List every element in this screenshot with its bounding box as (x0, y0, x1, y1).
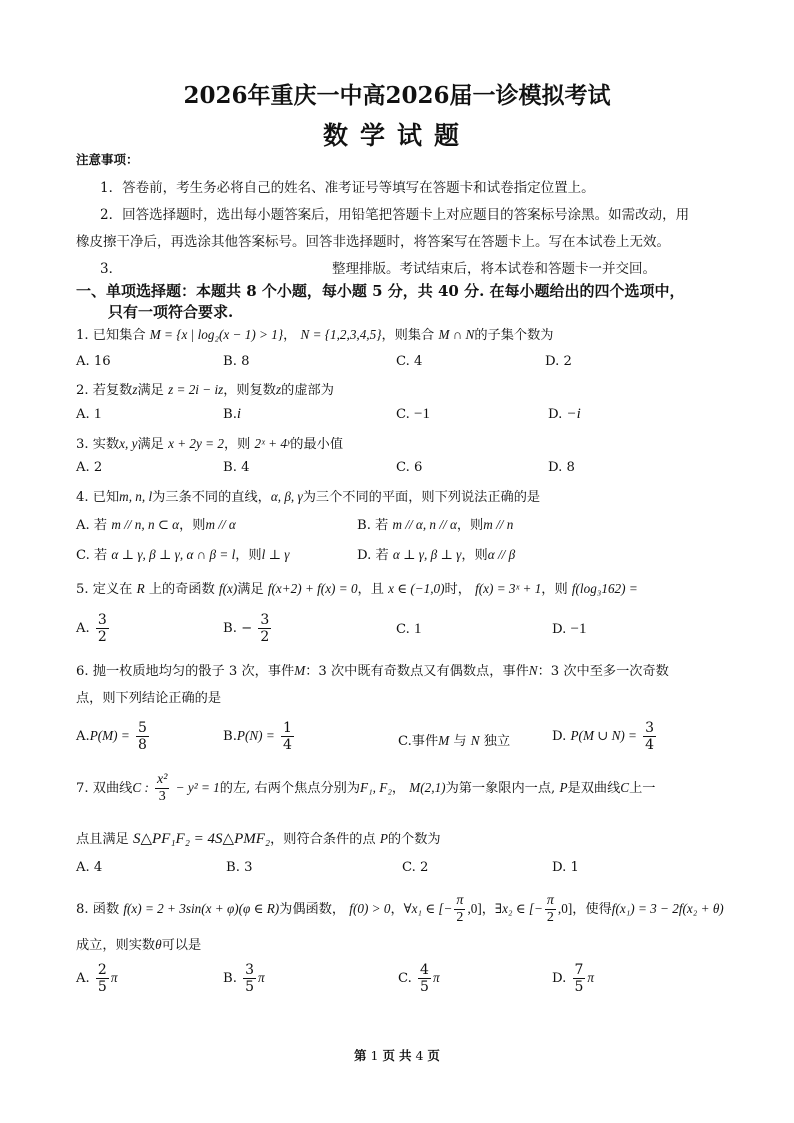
notice-heading: 注意事项： (76, 152, 139, 167)
q5-option-c: C. 1 (396, 621, 422, 637)
q1-option-c: C. 4 (396, 354, 423, 369)
question-4: 4. 已知m, n, l为三条不同的直线，α, β, γ为三个不同的平面，则下列说法正确的是 (76, 489, 541, 505)
set-m: M = {x | log₂(x − 1) > 1} (149, 327, 284, 342)
page-subtitle: 数学试题 (322, 121, 471, 150)
q4-option-a: A. 若 m // n, n ⊂ α，则m // α (76, 517, 236, 533)
q7-option-b: B. 3 (226, 860, 253, 875)
q8-option-d: D. $\frac{7}{5}$ π (552, 962, 595, 995)
question-6-cont: 点，则下列结论正确的是 (76, 691, 222, 706)
q2-option-a: A. 1 (76, 406, 102, 422)
question-8: 8. 函数 f(x) = 2 + 3sin(x + φ)(φ ∈ R)为偶函数， f(0) > 0，∀x₁ ∈ [− $\frac{\pi}{2}$ ,0]，∃x₂ ∈ [− $\frac{\pi}{2}$ ,0]，使得f(x₁) = 3 − 2f(x₂ + θ) (76, 893, 724, 925)
q1-option-a: A. 16 (76, 354, 111, 369)
q4-option-b: B. 若 m // α, n // α，则m // n (357, 517, 514, 533)
question-2: 2. 若复数z满足 z = 2i − iz，则复数z的虚部为 (76, 382, 334, 398)
section-heading: 一、单项选择题：本题共 8 个小题，每小题 5 分，共 40 分. 在每小题给出的四个选项中， (76, 282, 685, 300)
q2-option-d: D. −i (548, 406, 581, 422)
q3-option-c: C. 6 (396, 460, 423, 475)
question-7-cont: 点且满足 S△PF₁F₂ = 4S△PMF₂，则符合条件的点 P的个数为 (76, 831, 441, 847)
q6-option-b: B.P(N) = $\frac{1}{4}$ (223, 720, 292, 753)
q1-option-b: B. 8 (223, 354, 250, 369)
notice-item-3-num: 3． (100, 261, 123, 277)
notice-item-2-cont: 橡皮擦干净后，再选涂其他答案标号。回答非选择题时，将答案写在答题卡上。写在本试卷上无效。 (76, 234, 670, 250)
q5-option-d: D. −1 (552, 621, 587, 637)
page-title: 2026年重庆一中高2026届一诊模拟考试 (183, 82, 611, 109)
notice-item-2: 2．回答选择题时，选出每小题答案后，用铅笔把答题卡上对应题目的答案标号涂黑。如需改动，用 (100, 207, 690, 223)
q3-option-a: A. 2 (76, 460, 103, 475)
q7-option-c: C. 2 (402, 860, 429, 875)
q7-option-a: A. 4 (76, 860, 103, 875)
q5-option-a: A. $\frac{3}{2}$ (76, 612, 107, 645)
question-8-cont: 成立，则实数θ可以是 (76, 937, 202, 953)
page-total: 4 (415, 1048, 424, 1063)
q8-option-a: A. $\frac{2}{5}$ π (76, 962, 118, 995)
q4-option-c: C. 若 α ⊥ γ, β ⊥ γ, α ∩ β = l，则l ⊥ γ (76, 547, 290, 563)
q4-option-d: D. 若 α ⊥ γ, β ⊥ γ，则α // β (357, 547, 516, 563)
question-7: 7. 双曲线C : $\frac{\text{x²}}{3}$ − y² = 1的左, 右两个焦点分别为F₁, F₂， M(2,1)为第一象限内一点, P是双曲线C上一 (76, 772, 656, 804)
notice-item-3: 整理排版。考试结束后，将本试卷和答题卡一并交回。 (332, 261, 656, 277)
q3-option-d: D. 8 (548, 460, 575, 475)
q6-option-d: D. P(M ∪ N) = $\frac{3}{4}$ (552, 720, 655, 753)
set-n: N = {1,2,3,4,5} (300, 327, 382, 342)
page-number: 1 (370, 1048, 379, 1063)
q8-option-c: C. $\frac{4}{5}$ π (398, 962, 440, 995)
question-1: 1. 已知集合 M = {x | log₂(x − 1) > 1}， N = {1,2,3,4,5}，则集合 M ∩ N的子集个数为 (76, 327, 554, 343)
q6-option-c: C.事件M 与 N 独立 (398, 733, 511, 749)
q2-option-b: B.i (223, 406, 242, 422)
page-footer: 第 1 页 共 4 页 (354, 1048, 440, 1063)
notice-item-1: 1．答卷前，考生务必将自己的姓名、准考证号等填写在答题卡和试卷指定位置上。 (100, 180, 595, 196)
question-5: 5. 定义在 R 上的奇函数 f(x)满足 f(x+2) + f(x) = 0，且 x ∈ (−1,0)时， f(x) = 3ˣ + 1，则 f(log₃162) = (76, 581, 638, 597)
q2-option-c: C. −1 (396, 406, 430, 422)
q8-option-b: B. $\frac{3}{5}$ π (223, 962, 265, 995)
q6-option-a: A.P(M) = $\frac{5}{8}$ (76, 720, 147, 753)
q1-option-d: D. 2 (545, 354, 572, 369)
q3-option-b: B. 4 (223, 460, 250, 475)
question-3: 3. 实数x, y满足 x + 2y = 2，则 2ˣ + 4ʸ的最小值 (76, 436, 344, 452)
q7-option-d: D. 1 (552, 860, 579, 875)
q5-option-b: B. − $\frac{3}{2}$ (223, 612, 270, 645)
question-6: 6. 抛一枚质地均匀的骰子 3 次，事件M：3 次中既有奇数点又有偶数点，事件N：3 次中至多一次奇数 (76, 663, 669, 679)
section-heading-cont: 只有一项符合要求. (108, 303, 234, 321)
